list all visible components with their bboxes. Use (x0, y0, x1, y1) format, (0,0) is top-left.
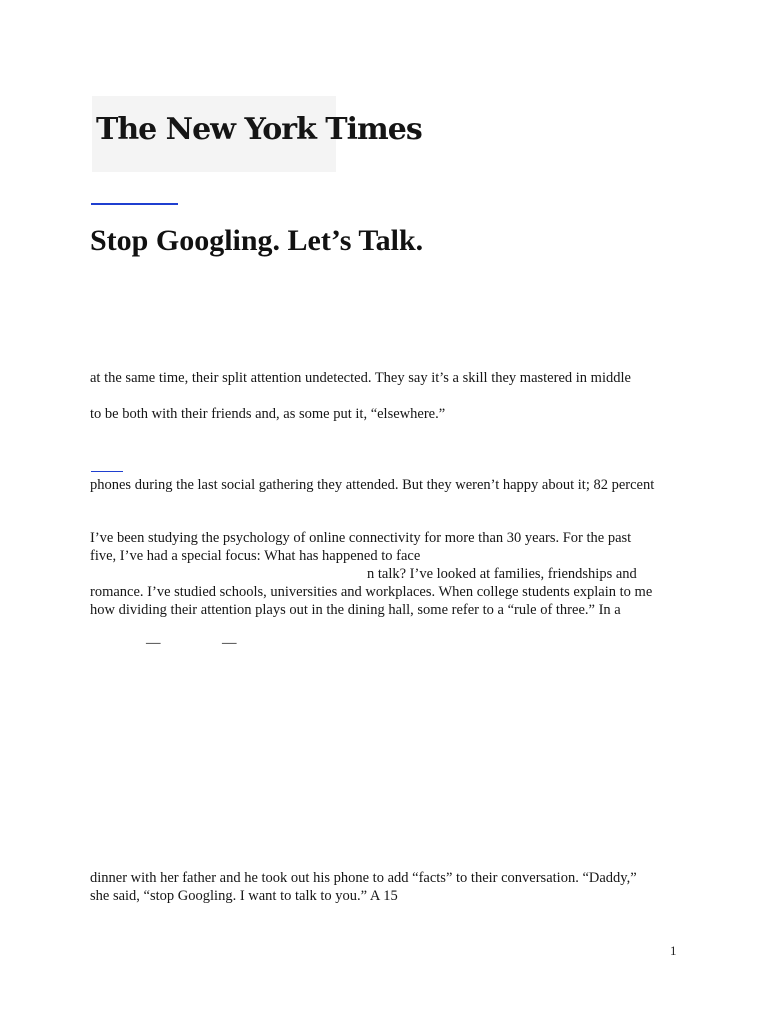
body-line: romance. I’ve studied schools, universities and workplaces. When college students explain to me (90, 584, 653, 600)
body-line: phones during the last social gathering they attended. But they weren’t happy about it; 82 percent (90, 477, 655, 493)
article-headline: Stop Googling. Let’s Talk. (90, 224, 424, 257)
em-dash: — (146, 635, 161, 651)
inline-link-underline (91, 471, 123, 472)
body-line: she said, “stop Googling. I want to talk to you.” A 15 (90, 888, 398, 904)
body-line: five, I’ve had a special focus: What has happened to face (90, 548, 421, 564)
body-line: n talk? I’ve looked at families, friendships and (367, 566, 637, 582)
headline-accent-rule (91, 203, 178, 205)
body-line: dinner with her father and he took out his phone to add “facts” to their conversation. “Daddy,” (90, 870, 637, 886)
body-line: how dividing their attention plays out in the dining hall, some refer to a “rule of three.” In a (90, 602, 621, 618)
em-dash: — (222, 635, 237, 651)
body-line: to be both with their friends and, as some put it, “elsewhere.” (90, 406, 446, 422)
body-line: at the same time, their split attention undetected. They say it’s a skill they mastered in middle (90, 370, 631, 386)
body-line: I’ve been studying the psychology of online connectivity for more than 30 years. For the past (90, 530, 632, 546)
masthead-logo-text: The New York Times (96, 112, 422, 147)
page-number: 1 (670, 943, 677, 958)
nyt-masthead-logo (92, 96, 422, 172)
